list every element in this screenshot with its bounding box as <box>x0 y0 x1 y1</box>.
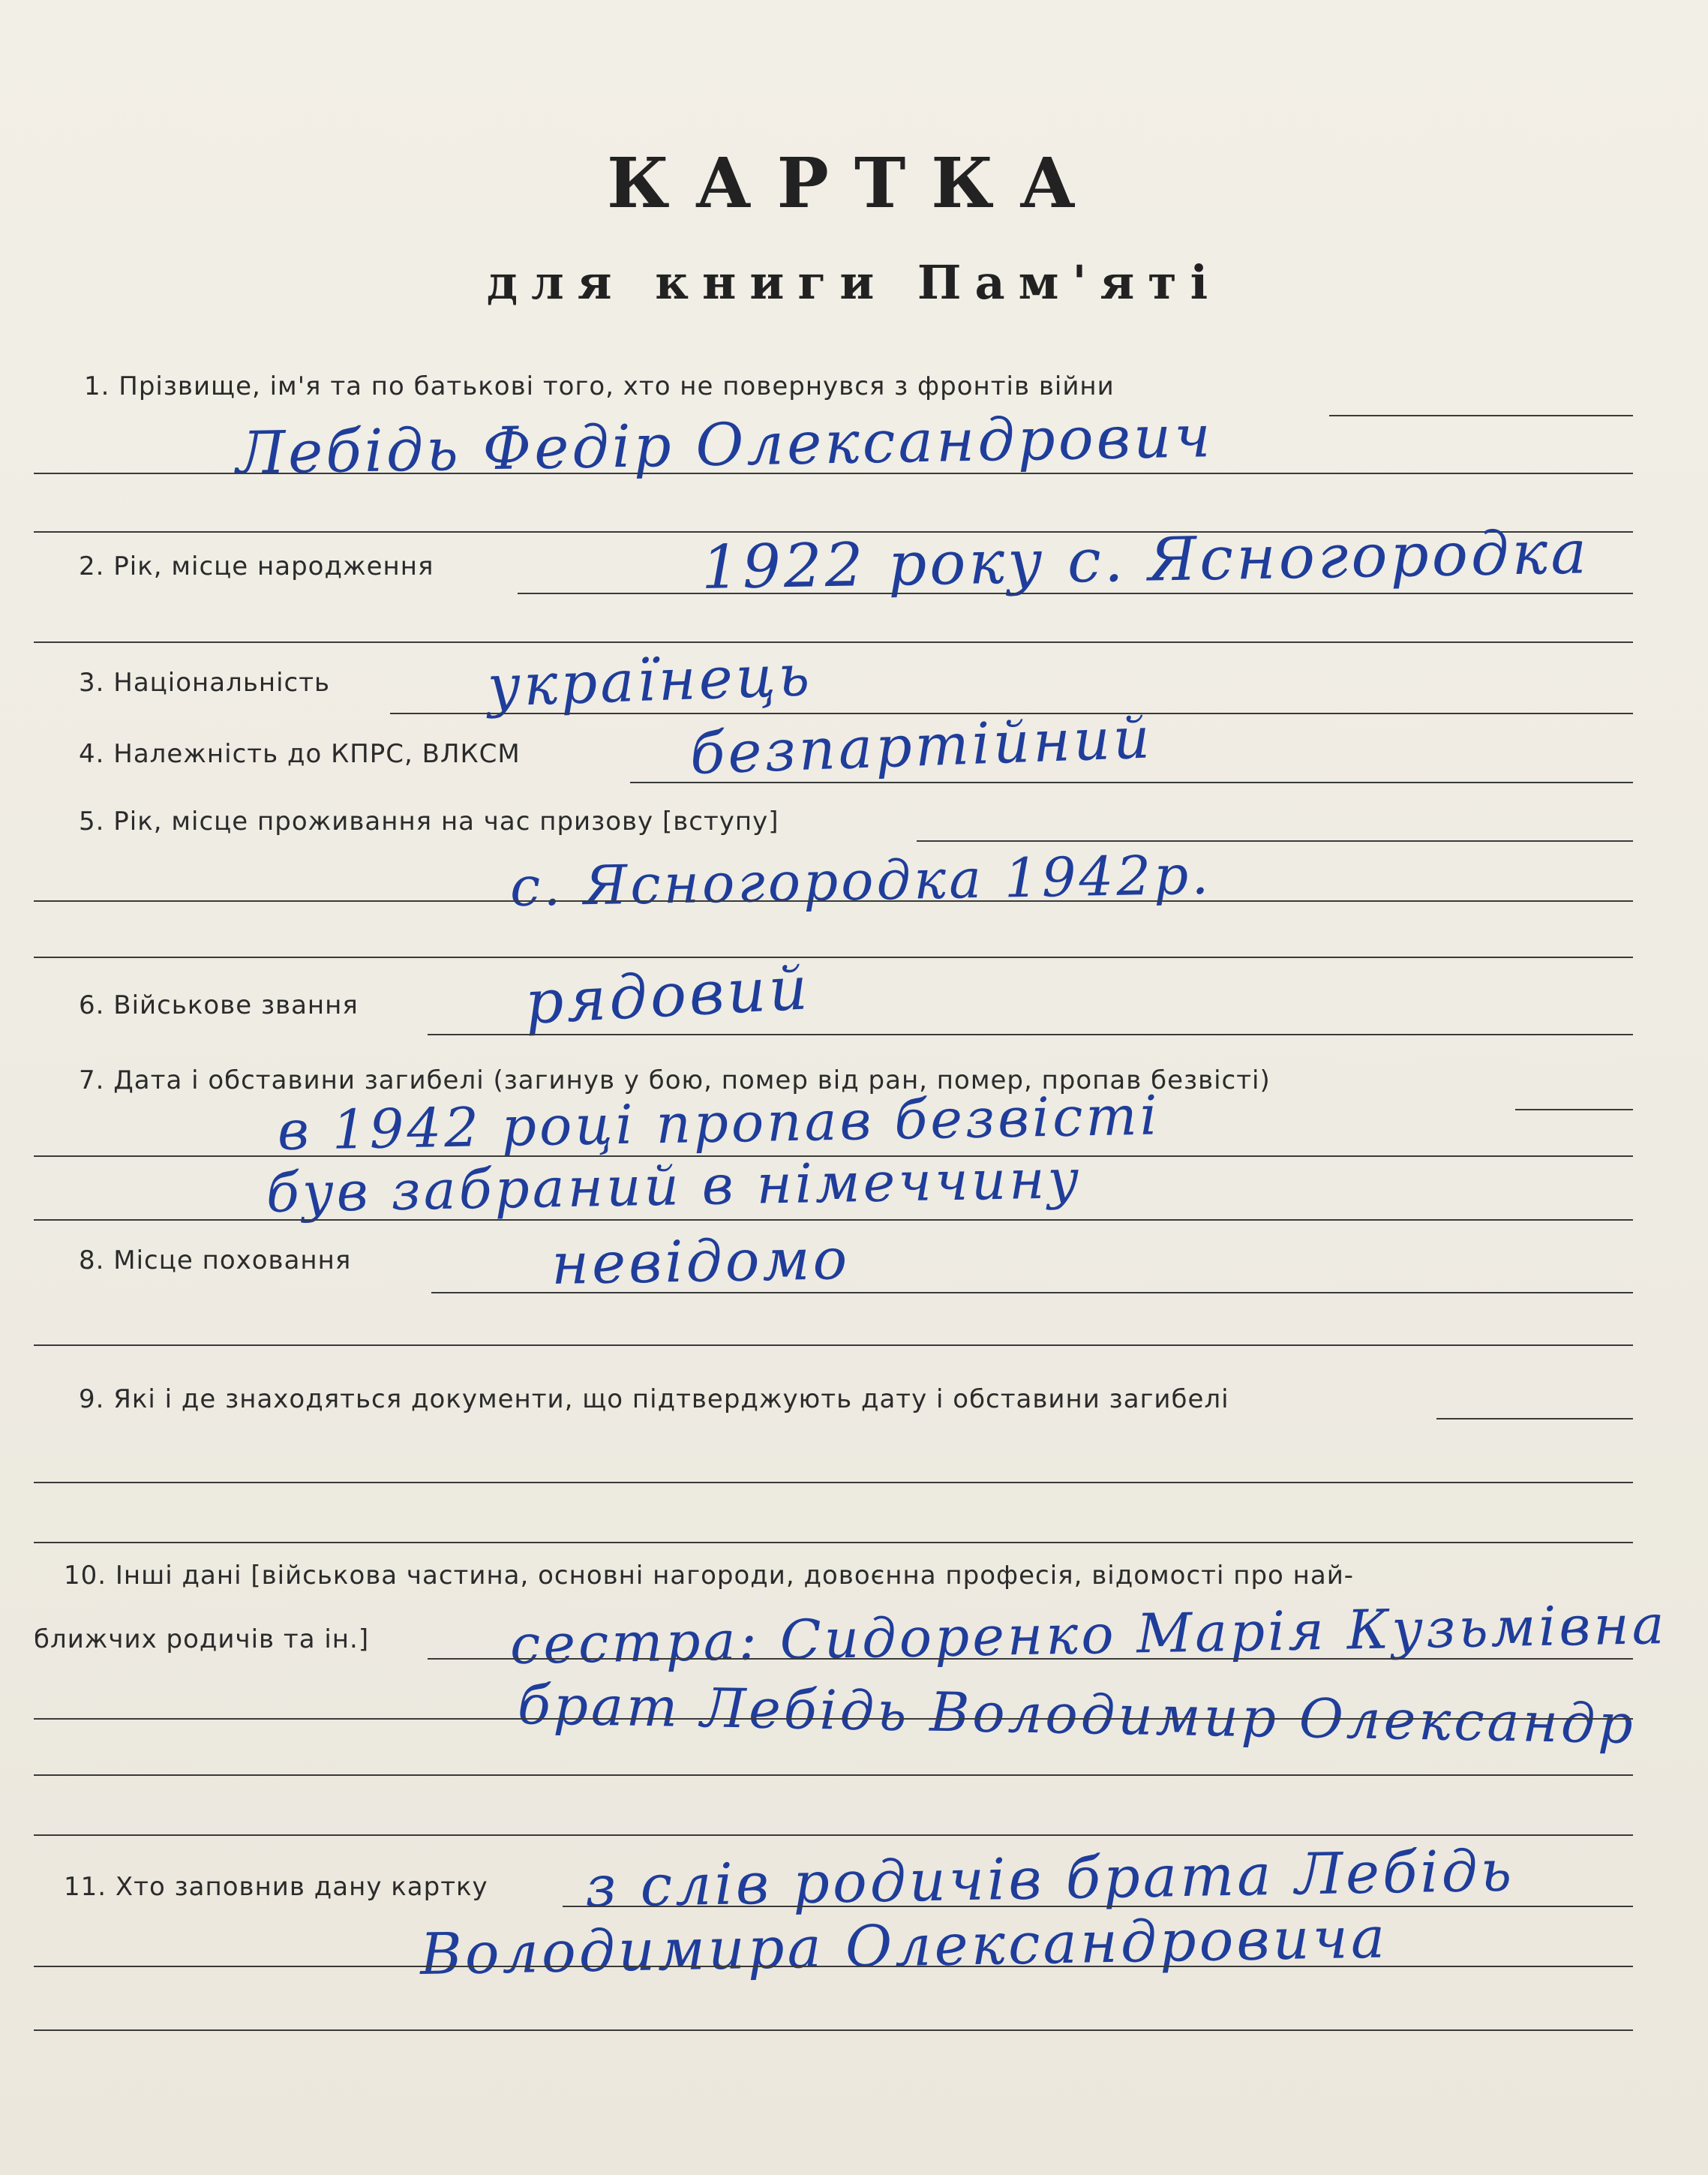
field-5-value: с. Ясногородка 1942р. <box>509 843 1212 918</box>
field-10-value-line1: сестра: Сидоренко Марія Кузьмівна <box>509 1593 1668 1676</box>
field-1-label: 1. Прізвище, ім'я та по батькові того, хто не повернувся з фронтів війни <box>84 371 1115 401</box>
field-1-value: Лебідь Федір Олександрович <box>236 403 1214 488</box>
field-5-label: 5. Рік, місце проживання на час призову [вступу] <box>79 807 779 837</box>
card-title: КАРТКА <box>607 143 1101 224</box>
field-10-label-line2: ближчих родичів та ін.] <box>34 1624 370 1654</box>
field-11-label: 11. Хто заповнив дану картку <box>64 1872 488 1902</box>
field-5-rule-c <box>34 957 1633 958</box>
field-10-rule-d <box>34 1834 1633 1836</box>
field-10-rule-b <box>34 1718 1633 1720</box>
field-10-value-line2: брат Лебідь Володимир Олександр <box>517 1673 1637 1756</box>
field-9-rule-a <box>1436 1418 1633 1419</box>
field-6-label: 6. Військове звання <box>79 990 359 1020</box>
field-7-rule-c <box>34 1219 1633 1221</box>
field-2-rule-a <box>518 593 1633 594</box>
field-3-label: 3. Національність <box>79 668 331 698</box>
field-3-value: українець <box>486 641 814 719</box>
field-9-rule-b <box>34 1482 1633 1483</box>
field-1-rule-b <box>34 473 1633 474</box>
field-9-rule-c <box>34 1542 1633 1543</box>
field-6-rule <box>428 1034 1633 1035</box>
field-4-label: 4. Належність до КПРС, ВЛКСМ <box>79 739 521 769</box>
field-11-rule-b <box>34 1966 1633 1967</box>
field-8-rule-a <box>431 1292 1633 1293</box>
field-8-rule-b <box>34 1344 1633 1346</box>
field-4-rule <box>630 782 1633 783</box>
field-7-value-line1: в 1942 році пропав безвісті <box>277 1083 1161 1162</box>
field-8-label: 8. Місце поховання <box>79 1245 352 1275</box>
field-9-label: 9. Які і де знаходяться документи, що підтверджують дату і обставини загибелі <box>79 1384 1229 1414</box>
field-10-rule-a <box>428 1658 1633 1660</box>
field-11-value-line1: з слів родичів брата Лебідь <box>584 1837 1515 1920</box>
field-7-label: 7. Дата і обставини загибелі (загинув у бою, помер від ран, помер, пропав безвісті) <box>79 1065 1271 1095</box>
field-7-rule-a <box>1515 1109 1633 1110</box>
field-1-rule-a <box>1329 415 1633 416</box>
field-11-rule-a <box>563 1906 1633 1907</box>
field-11-rule-c <box>34 2029 1633 2031</box>
field-11-value-line2: Володимира Олександровича <box>419 1903 1388 1987</box>
field-5-rule-b <box>34 900 1633 902</box>
field-2-label: 2. Рік, місце народження <box>79 551 434 581</box>
field-4-value: безпартійний <box>689 704 1154 787</box>
card-subtitle: для книги Пам'яті <box>486 255 1222 310</box>
field-8-value: невідомо <box>551 1225 851 1297</box>
field-6-value: рядовий <box>523 953 812 1038</box>
field-2-rule-b <box>34 641 1633 643</box>
field-10-label-line1: 10. Інші дані [військова частина, основні нагороди, довоєнна професія, відомості про най- <box>64 1561 1355 1591</box>
field-10-rule-c <box>34 1774 1633 1776</box>
field-2-value: 1922 року с. Ясногородка <box>701 517 1590 602</box>
field-7-value-line2: був забраний в німеччину <box>266 1147 1082 1224</box>
field-5-rule-a <box>917 840 1633 842</box>
